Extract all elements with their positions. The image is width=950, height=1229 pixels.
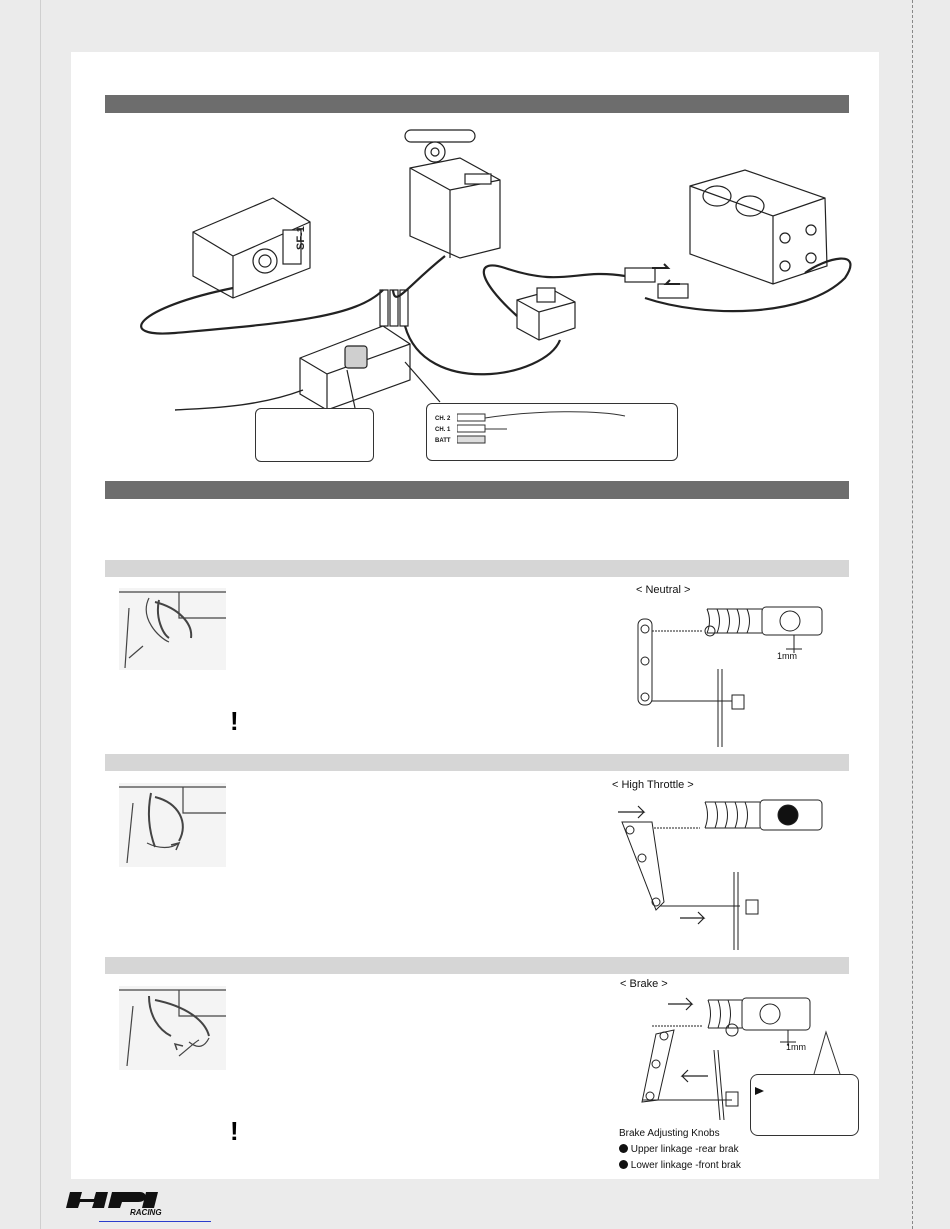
brake-callout-leader [810,1030,850,1076]
brake-knob-callout [750,1074,859,1136]
receiver-callout-box [255,408,374,462]
upper-knob-icon [619,1144,628,1153]
knob-upper-item [619,1144,739,1155]
neutral-linkage-diagram [612,597,837,749]
brake-title: < Brake > [620,978,668,990]
batt-label: BATT [435,438,451,444]
footer-link[interactable] [99,1221,211,1222]
power-switch [517,288,575,340]
brake-gap-label: 1mm [786,1042,806,1052]
trigger-neutral-photo [119,588,226,670]
high-throttle-title: < High Throttle > [612,779,694,791]
knob-lower-text: Lower linkage -front brak [630,1160,741,1171]
brake-knobs-title: Brake Adjusting Knobs [619,1128,720,1139]
knob-lower-item [619,1160,741,1171]
neutral-gap-label: 1mm [777,651,797,661]
knob-upper-text: Upper linkage -rear brak [630,1144,739,1155]
receiver [300,290,410,410]
channel-slot-diagram [457,410,657,450]
trigger-throttle-photo [119,783,226,867]
ch1-label: CH. 1 [435,427,451,433]
step-bar-neutral [105,560,849,577]
neutral-title: < Neutral > [636,584,691,596]
steering-servo [193,198,310,298]
step-bar-brake [105,957,849,974]
throttle-servo [405,130,500,258]
ch2-label: CH. 2 [435,416,451,422]
svg-text:RACING: RACING [130,1208,162,1217]
pointer-triangle-icon [755,1087,765,1097]
svg-text:SF-1: SF-1 [295,226,307,250]
battery-holder [690,170,827,284]
section-header-bar-2 [105,481,849,499]
trigger-brake-photo [119,986,226,1070]
high-throttle-linkage-diagram [600,792,835,952]
step-bar-high-throttle [105,754,849,771]
page-edge-line [40,0,41,1229]
warning-icon-2: ! [230,1116,239,1146]
crop-line [912,0,913,1229]
lower-knob-icon [619,1160,628,1169]
channel-callout-box [426,403,678,461]
section-header-bar-1 [105,95,849,113]
warning-icon-1: ! [230,706,239,736]
hpi-racing-logo [66,1188,168,1218]
